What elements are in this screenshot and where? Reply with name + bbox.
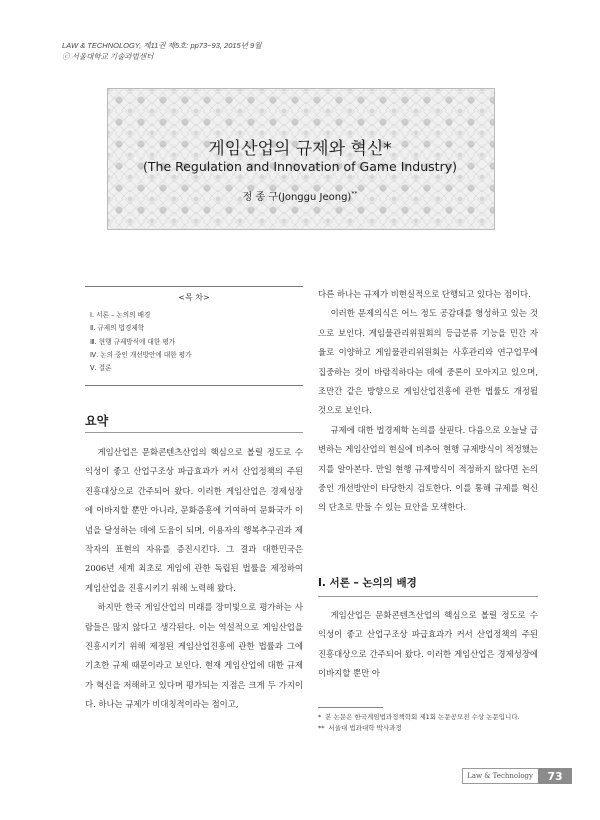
- abstract-paragraph: 게임산업은 문화콘텐츠산업의 핵심으로 볼릴 정도로 수익성이 좋고 산업구조상 파급효과가 커서 산업정책의 주된 진흥대상으로 간주되어 왔다. 이러한 게임산업은 경제성장에 이바지할 뿐만 아니라, 문화증흥에 기여하여 문화국가 이념을 달성하는 데에 도움이 되며, 이용자의 행복추구권과 제작자의 표현의 자유를 증진시킨다. 그 결과 대한민국은 2006년 세계 최초로 게임에 관한 독립된 법률을 제정하여 게임산업을 진흥시키기 위해 노력해 왔다.: [85, 447, 303, 593]
- author-name: 정 종 구(Jonggu Jeong): [242, 192, 352, 203]
- abstract-body: [85, 443, 303, 715]
- abstract-paragraph-continued: 다른 하나는 규제가 비현실적으로 단행되고 있다는 점이다.: [318, 289, 531, 299]
- journal-citation: LAW & TECHNOLOGY, 제11권 제5호: pp73~93, 2015년 9월: [62, 41, 262, 50]
- intro-paragraph: 게임산업은 문화콘텐츠산업의 핵심으로 볼릴 정도로 수익성이 좋고 산업구조상 파급효과가 커서 산업정책의 주된 진흥대상으로 간주되어 왔다. 이러한 게임산업은 경제성장에 이바지할 뿐만 아: [318, 610, 538, 679]
- toc-list: [85, 309, 303, 375]
- footnote: [318, 723, 538, 734]
- abstract-paragraph: 하지만 한국 게임산업의 미래를 장미빛으로 평가하는 사람들은 많지 않다고 생각된다. 이는 역설적으로 게임산업을 진흥시키기 위해 제정된 게임산업진흥에 관한 법률과 그에 기초한 규제 때문이라고 보인다. 현재 게임산업에 대한 규제가 혁신을 저해하고 있다며 평가되는 지점은 크게 두 가지이다. 하나는 규제가 비대칭적이라는 점이고,: [85, 602, 303, 710]
- title-korean: 게임산업의 규제와 혁신*: [208, 139, 392, 159]
- abstract-heading-rule: [85, 432, 303, 433]
- toc-item: Ⅲ. 현행 규제방식에 대한 평가: [90, 337, 176, 346]
- toc-item: Ⅴ. 결론: [90, 364, 112, 373]
- intro-heading: Ⅰ. 서론 – 논의의 배경: [318, 577, 417, 589]
- author: [0, 188, 600, 203]
- toc-title: <목 차>: [178, 293, 210, 302]
- footnote: [318, 712, 538, 723]
- footnote-rule: [318, 707, 383, 708]
- footnote-text: 서울대 법과대학 박사과정: [328, 724, 402, 732]
- footnote-mark: **: [318, 724, 325, 732]
- footnotes: [318, 712, 538, 734]
- journal-publisher: ⓒ 서울대학교 기술과법센터: [62, 52, 154, 61]
- footnote-mark: *: [318, 713, 322, 721]
- journal-header: [62, 40, 261, 62]
- footnote-text: 본 논문은 한국게임법과정책학회 제1회 논문공모전 수상 논문입니다.: [325, 713, 520, 721]
- toc-item: Ⅱ. 규제의 법경제학: [90, 324, 145, 333]
- title-english: (The Regulation and Innovation of Game Industry): [143, 159, 457, 174]
- page-number: 73: [538, 768, 572, 784]
- toc-item: Ⅳ. 논의 중인 개선방안에 대한 평가: [90, 350, 192, 359]
- table-of-contents: [85, 286, 303, 386]
- abstract-paragraph: 규제에 대한 법경제학 논의를 살핀다. 다음으로 오늘날 급변하는 게임산업의 현실에 비추어 현행 규제방식이 적정했는지를 알아본다. 만일 현행 규제방식이 적정하지 않다면 논의 중인 개선방안이 타당한지 검토한다. 이를 통해 규제를 혁신의 단초로 만들 수 있는 묘안을 모색한다.: [318, 424, 538, 513]
- intro-body: [318, 606, 538, 684]
- abstract-paragraph: 이러한 문제의식은 어느 정도 공감대를 형성하고 있는 것으로 보인다. 게임물관리위원회의 등급분류 기능을 민간 자율로 이양하고 게임물관리위원회는 사후관리와 연구업무에 집중하는 것이 바람직하다는 데에 중론이 모아지고 있으며, 조만간 같은 방향으로 게임산업진흥에 관한 법률도 개정될 것으로 보인다.: [318, 308, 538, 416]
- author-footnote-mark: **: [351, 190, 358, 198]
- abstract-body-continued: [318, 285, 538, 518]
- page-footer: [462, 768, 572, 784]
- intro-heading-rule: [318, 596, 538, 597]
- toc-item: Ⅰ. 서론 – 논의의 배경: [90, 311, 151, 319]
- footer-journal-name: Law & Technology: [462, 768, 538, 784]
- abstract-heading: 요약: [85, 414, 109, 428]
